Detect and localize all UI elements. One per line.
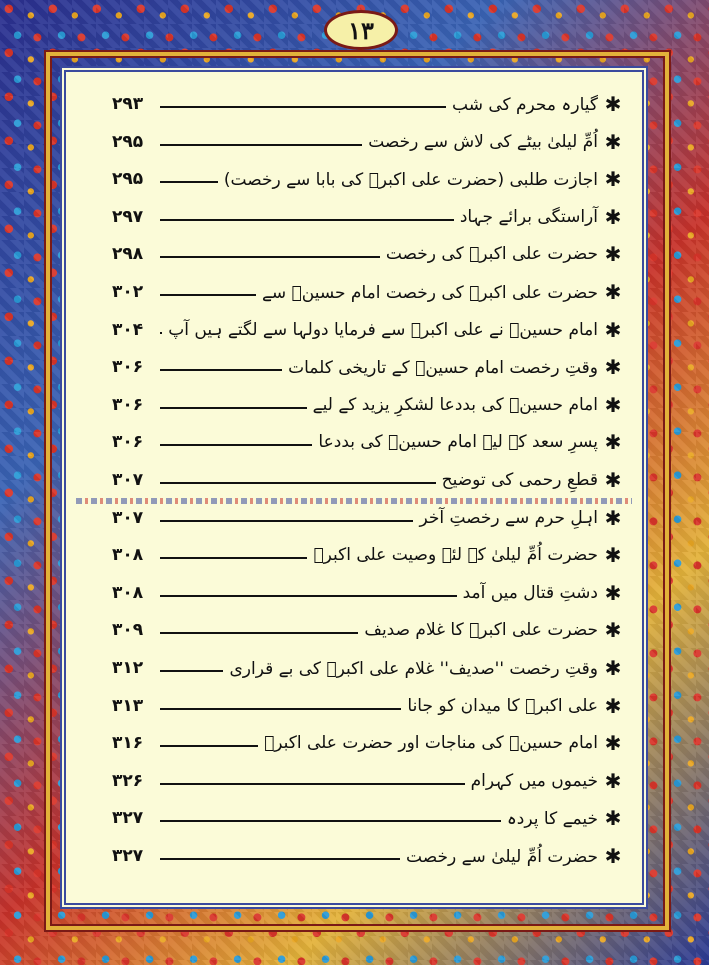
toc-title: خیمے کا پردہ — [506, 808, 598, 829]
toc-page-number: ۲۹۸ — [112, 244, 144, 265]
asterisk-bullet-icon: ✱ — [604, 844, 622, 868]
toc-title: امام حسینؑ نے علی اکبرؑ سے فرمایا دولہا سے لگتے ہیں آپ — [168, 320, 598, 341]
toc-entry[interactable] — [112, 654, 624, 682]
dotted-leader — [160, 745, 258, 747]
toc-title: قطعِ رحمی کی توضیح — [441, 470, 598, 490]
toc-page-number: ۳۱۶ — [112, 733, 144, 754]
toc-entry[interactable] — [112, 579, 624, 607]
page-number: ۱۳ — [348, 15, 374, 45]
dotted-leader — [160, 106, 446, 108]
toc-page-number: ۳۰۶ — [112, 357, 144, 378]
asterisk-bullet-icon: ✱ — [604, 430, 622, 455]
toc-page-number: ۳۰۹ — [112, 620, 144, 641]
toc-entry[interactable] — [112, 90, 624, 118]
dotted-leader — [160, 181, 218, 183]
toc-page-number: ۲۹۵ — [112, 169, 144, 190]
dotted-leader — [160, 294, 256, 296]
dotted-leader — [160, 708, 401, 710]
toc-title: پسرِ سعد کے لیے امام حسینؑ کی بددعا — [318, 432, 598, 453]
dotted-leader — [160, 820, 501, 822]
toc-entry[interactable] — [112, 428, 624, 456]
toc-page-number: ۳۲۶ — [112, 770, 144, 791]
toc-title: حضرت اُمِّ لیلیٰ کے لئے وصیت علی اکبرؑ — [313, 545, 598, 566]
asterisk-bullet-icon: ✱ — [604, 693, 622, 718]
toc-title: دشتِ قتال میں آمد — [462, 582, 598, 603]
toc-page-number: ۳۱۳ — [112, 695, 144, 716]
dotted-leader — [160, 407, 307, 409]
toc-title: حضرت اُمِّ لیلیٰ سے رخصت — [406, 846, 598, 867]
asterisk-bullet-icon: ✱ — [604, 806, 622, 831]
asterisk-bullet-icon: ✱ — [604, 580, 622, 605]
toc-entry[interactable] — [112, 203, 624, 231]
asterisk-bullet-icon: ✱ — [604, 543, 622, 568]
toc-title: گیارہ محرم کی شب — [452, 94, 598, 115]
asterisk-bullet-icon: ✱ — [604, 768, 622, 793]
asterisk-bullet-icon: ✱ — [604, 92, 622, 116]
dotted-leader — [160, 332, 162, 334]
toc-title: حضرت علی اکبرؑ کا غلام صدیف — [364, 620, 598, 641]
toc-entry[interactable] — [112, 128, 624, 156]
dotted-leader — [160, 858, 400, 860]
asterisk-bullet-icon: ✱ — [604, 656, 622, 680]
toc-entry[interactable] — [112, 804, 624, 832]
page-number-medallion — [324, 10, 398, 50]
toc-page-number: ۳۰۷ — [112, 470, 144, 490]
dotted-leader — [160, 256, 380, 258]
toc-entry[interactable] — [112, 353, 624, 381]
toc-page-number: ۳۰۸ — [112, 545, 144, 566]
toc-page-number: ۲۹۳ — [112, 94, 144, 114]
asterisk-bullet-icon: ✱ — [604, 204, 622, 229]
dotted-leader — [160, 369, 282, 371]
asterisk-bullet-icon: ✱ — [604, 468, 622, 492]
toc-page-number: ۲۹۵ — [112, 131, 144, 152]
toc-page-number: ۳۰۴ — [112, 319, 144, 340]
toc-title: آراستگی برائے جہاد — [459, 207, 598, 228]
dotted-leader — [160, 595, 457, 597]
asterisk-bullet-icon: ✱ — [604, 129, 622, 154]
dotted-leader — [160, 670, 223, 672]
toc-entry[interactable] — [112, 767, 624, 795]
asterisk-bullet-icon: ✱ — [604, 505, 622, 530]
toc-title: علی اکبرؑ کا میدان کو جانا — [407, 695, 598, 716]
toc-page-number: ۳۲۷ — [112, 808, 144, 829]
asterisk-bullet-icon: ✱ — [604, 731, 622, 756]
toc-title: وقتِ رخصت ''صدیف'' غلام علی اکبرؑ کی بے قراری — [229, 658, 598, 679]
dotted-leader — [160, 444, 312, 446]
toc-page-number: ۳۰۶ — [112, 432, 144, 453]
dotted-leader — [160, 632, 358, 634]
toc-entry[interactable] — [112, 278, 624, 306]
toc-title: اُمِّ لیلیٰ بیٹے کی لاش سے رخصت — [368, 132, 598, 153]
dotted-leader — [160, 144, 362, 146]
toc-entry[interactable] — [112, 391, 624, 419]
toc-page-number: ۳۰۸ — [112, 582, 144, 603]
asterisk-bullet-icon: ✱ — [604, 618, 622, 643]
toc-page-number: ۳۰۷ — [112, 507, 144, 528]
dotted-leader — [160, 482, 436, 484]
toc-entry[interactable] — [112, 504, 624, 532]
toc-title: امام حسینؑ کی بددعا لشکرِ یزید کے لیے — [312, 395, 598, 416]
dotted-leader — [160, 219, 454, 221]
dotted-leader — [160, 557, 307, 559]
toc-title: امام حسینؑ کی مناجات اور حضرت علی اکبرؑ — [264, 733, 598, 754]
toc-title: خیموں میں کہرام — [470, 771, 598, 792]
toc-title: حضرت علی اکبرؑ کی رخصت امام حسینؑ سے — [261, 282, 598, 303]
asterisk-bullet-icon: ✱ — [604, 355, 622, 380]
asterisk-bullet-icon: ✱ — [604, 392, 622, 417]
toc-entry[interactable] — [112, 616, 624, 644]
toc-entry[interactable] — [112, 729, 624, 757]
toc-entry[interactable] — [112, 240, 624, 268]
dotted-leader — [160, 783, 465, 785]
toc-page-number: ۳۰۲ — [112, 282, 144, 302]
toc-title: اہلِ حرم سے رخصتِ آخر — [419, 508, 598, 529]
asterisk-bullet-icon: ✱ — [604, 167, 622, 192]
asterisk-bullet-icon: ✱ — [604, 317, 622, 342]
toc-entry[interactable] — [112, 165, 624, 193]
toc-page-number: ۳۰۶ — [112, 394, 144, 415]
toc-title: حضرت علی اکبرؑ کی رخصت — [385, 244, 598, 265]
toc-title: وقتِ رخصت امام حسینؑ کے تاریخی کلمات — [288, 357, 598, 378]
toc-page-number: ۲۹۷ — [112, 206, 144, 227]
toc-entry[interactable] — [112, 842, 624, 870]
toc-title: اجازت طلبی (حضرت علی اکبرؑ کی بابا سے رخصت) — [223, 169, 598, 190]
toc-entry[interactable] — [112, 466, 624, 494]
toc-entry[interactable] — [112, 541, 624, 569]
toc-entry[interactable] — [112, 692, 624, 720]
asterisk-bullet-icon: ✱ — [604, 280, 622, 304]
toc-entry[interactable] — [112, 316, 624, 344]
toc-page-number: ۳۱۲ — [112, 658, 144, 678]
dotted-leader — [160, 520, 413, 522]
asterisk-bullet-icon: ✱ — [604, 242, 622, 267]
toc-page-number: ۳۲۷ — [112, 846, 144, 866]
